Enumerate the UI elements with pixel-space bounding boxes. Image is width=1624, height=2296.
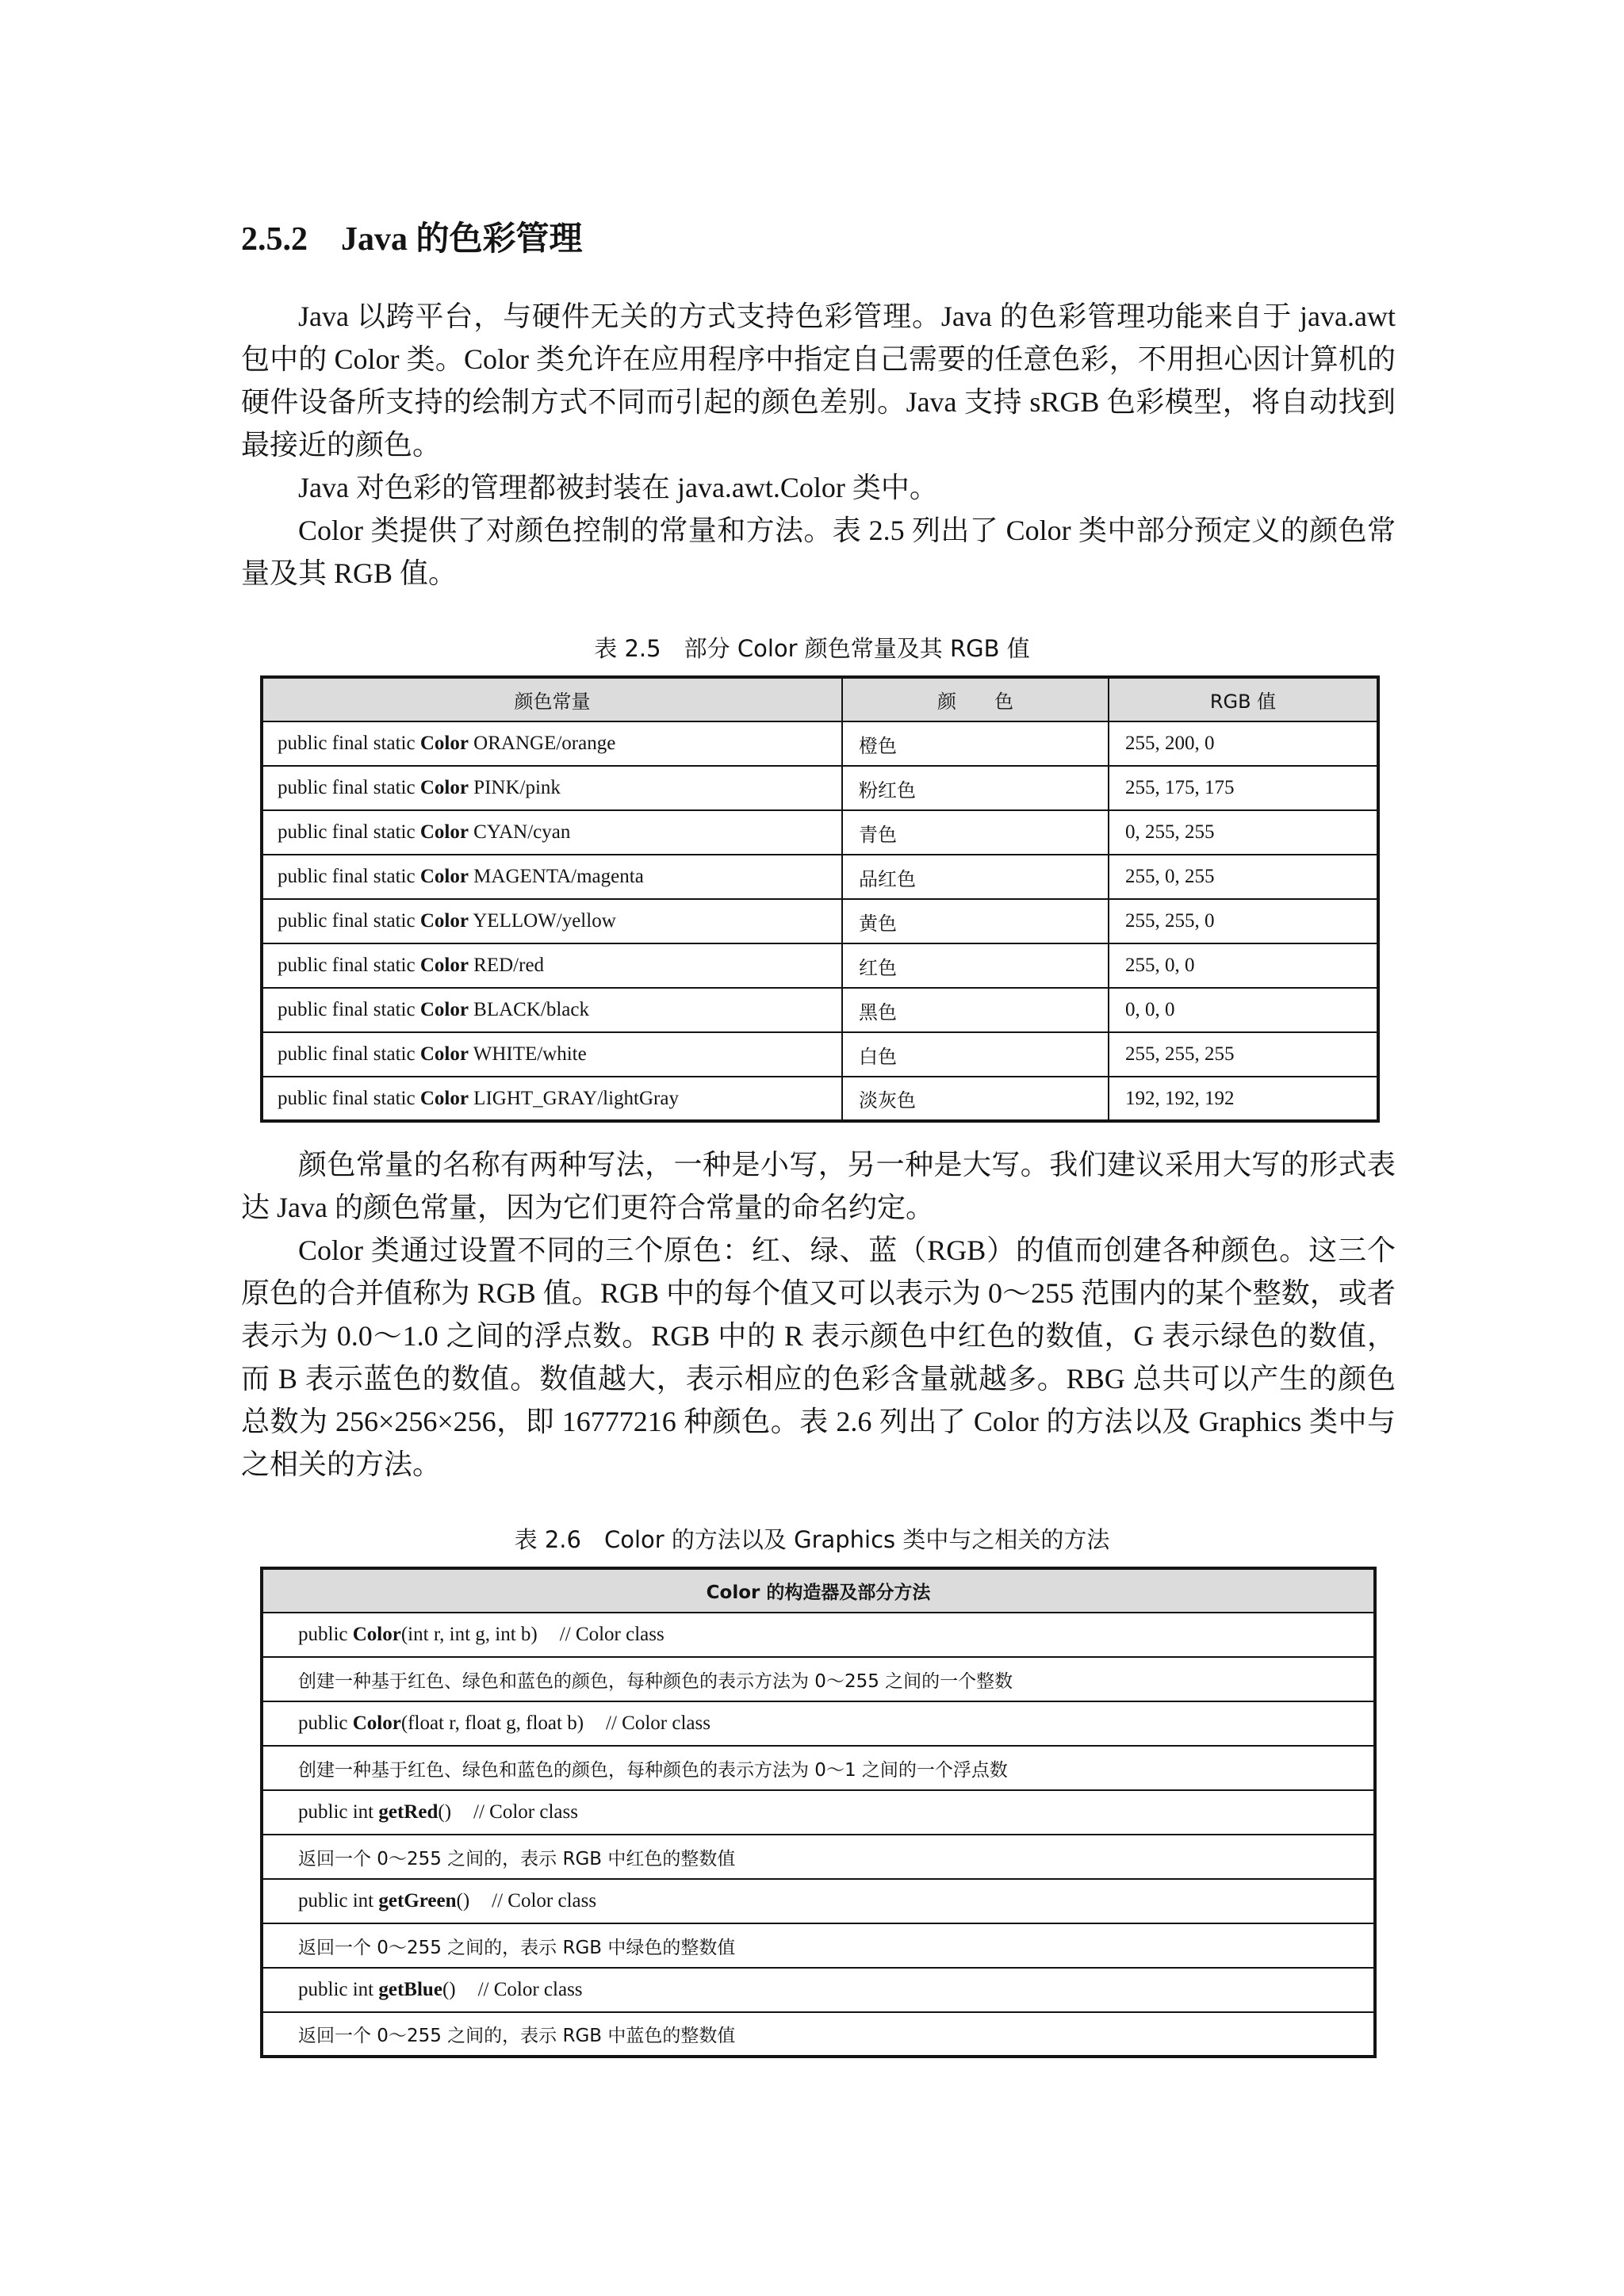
table2-caption: 表 2.6 Color 的方法以及 Graphics 类中与之相关的方法 xyxy=(514,1526,1110,1553)
constant-name: CYAN/cyan xyxy=(468,821,571,843)
constant-type: Color xyxy=(419,821,469,843)
paragraph-rgb: Color 类通过设置不同的三个原色：红、绿、蓝（RGB）的值而创建各种颜色。这三个原色的合并值称为 RGB 值。RGB 中的每个值又可以表示为 0～255 范围内的某个整数，或者表示为 0.0～1.0 之间的浮点数。RGB 中的 R 表示颜色中红色的数值，G 表示绿色的数值，而 B 表示蓝色的数值。数值越大，表示相应的色彩含量就越多。RBG 总共可以产生的颜色总数为 256×256×256，即 16777216 种颜色。表 2.6 列出了 Color 的方法以及 Graphics 类中与之相关的方法。 xyxy=(241,1234,1396,1480)
header-constant: 颜色常量 xyxy=(262,677,842,721)
method-params: () xyxy=(438,1801,452,1823)
method-description-cell: 返回一个 0～255 之间的，表示 RGB 中红色的整数值 xyxy=(262,1835,1375,1879)
method-name: getGreen xyxy=(378,1890,457,1911)
table1-body xyxy=(262,721,1378,1121)
method-comment: // Color class xyxy=(477,1979,583,2000)
method-comment: // Color class xyxy=(492,1890,597,1911)
method-description-cell: 创建一种基于红色、绿色和蓝色的颜色，每种颜色的表示方法为 0～1 之间的一个浮点数 xyxy=(262,1746,1375,1790)
constant-type: Color xyxy=(419,955,469,976)
method-description-cell: 返回一个 0～255 之间的，表示 RGB 中绿色的整数值 xyxy=(262,1923,1375,1968)
method-params: () xyxy=(456,1890,470,1911)
constant-name: BLACK/black xyxy=(468,999,589,1020)
color-name-cell: 红色 xyxy=(842,943,1109,988)
method-comment: // Color class xyxy=(559,1624,665,1645)
constant-prefix: public final static xyxy=(278,955,420,976)
method-name: getBlue xyxy=(378,1979,442,2000)
constant-cell xyxy=(262,988,842,1032)
constant-prefix: public final static xyxy=(278,999,420,1020)
color-name-cell: 黑色 xyxy=(842,988,1109,1032)
method-signature-row xyxy=(262,1879,1375,1923)
constant-prefix: public final static xyxy=(278,910,420,932)
constant-type: Color xyxy=(419,999,469,1020)
color-name-cell: 粉红色 xyxy=(842,766,1109,810)
table-row xyxy=(262,810,1378,855)
constant-cell xyxy=(262,1077,842,1121)
rgb-value-cell: 255, 175, 175 xyxy=(1109,766,1378,810)
method-description-row xyxy=(262,1923,1375,1968)
table-row xyxy=(262,899,1378,943)
constant-type: Color xyxy=(419,777,469,798)
rgb-value-cell: 255, 200, 0 xyxy=(1109,721,1378,766)
table-row xyxy=(262,721,1378,766)
constant-name: LIGHT_GRAY/lightGray xyxy=(468,1087,679,1109)
color-name-cell: 黄色 xyxy=(842,899,1109,943)
constant-prefix: public final static xyxy=(278,866,420,887)
method-comment: // Color class xyxy=(606,1712,710,1734)
method-signature-cell xyxy=(262,1879,1375,1923)
constant-prefix: public final static xyxy=(278,733,420,754)
method-prefix: public int xyxy=(298,1890,379,1911)
rgb-value-cell: 255, 255, 255 xyxy=(1109,1032,1378,1077)
method-name: Color xyxy=(352,1624,401,1645)
table-row xyxy=(262,943,1378,988)
method-signature-cell xyxy=(262,1790,1375,1835)
constant-prefix: public final static xyxy=(278,821,420,843)
header-methods: Color 的构造器及部分方法 xyxy=(262,1568,1375,1613)
color-name-cell: 橙色 xyxy=(842,721,1109,766)
constant-cell xyxy=(262,855,842,899)
method-description-cell: 返回一个 0～255 之间的，表示 RGB 中蓝色的整数值 xyxy=(262,2012,1375,2057)
table1-header-row xyxy=(262,677,1378,721)
constant-cell xyxy=(262,943,842,988)
color-constants-table xyxy=(260,675,1380,1123)
rgb-value-cell: 255, 255, 0 xyxy=(1109,899,1378,943)
constant-name: RED/red xyxy=(468,955,545,976)
constant-prefix: public final static xyxy=(278,1043,420,1065)
color-name-cell: 白色 xyxy=(842,1032,1109,1077)
constant-name: MAGENTA/magenta xyxy=(468,866,644,887)
method-description-row xyxy=(262,1657,1375,1701)
table-row xyxy=(262,855,1378,899)
color-name-cell: 品红色 xyxy=(842,855,1109,899)
constant-name: WHITE/white xyxy=(468,1043,587,1065)
method-signature-row xyxy=(262,1613,1375,1657)
constant-type: Color xyxy=(419,910,469,932)
constant-cell xyxy=(262,810,842,855)
method-description-row xyxy=(262,2012,1375,2057)
method-comment: // Color class xyxy=(473,1801,578,1823)
method-signature-cell xyxy=(262,1701,1375,1746)
paragraph-intro: Java 以跨平台，与硬件无关的方式支持色彩管理。Java 的色彩管理功能来自于 java.awt 包中的 Color 类。Color 类允许在应用程序中指定自己需要的任意色彩，不用担心因计算机的硬件设备所支持的绘制方式不同而引起的颜色差别。Java 支持 sRGB 色彩模型，将自动找到最接近的颜色。 xyxy=(241,300,1396,461)
rgb-value-cell: 0, 0, 0 xyxy=(1109,988,1378,1032)
method-signature-row xyxy=(262,1968,1375,2012)
paragraph-naming: 颜色常量的名称有两种写法，一种是小写，另一种是大写。我们建议采用大写的形式表达 Java 的颜色常量，因为它们更符合常量的命名约定。 xyxy=(241,1149,1396,1223)
constant-name: YELLOW/yellow xyxy=(468,910,616,932)
section-heading xyxy=(241,216,583,263)
method-signature-row xyxy=(262,1701,1375,1746)
table-row xyxy=(262,1032,1378,1077)
constant-name: PINK/pink xyxy=(468,777,561,798)
header-color: 颜 色 xyxy=(842,677,1109,721)
paragraph-constants-intro: Color 类提供了对颜色控制的常量和方法。表 2.5 列出了 Color 类中部分预定义的颜色常量及其 RGB 值。 xyxy=(241,515,1396,589)
method-name: Color xyxy=(352,1712,401,1734)
constant-prefix: public final static xyxy=(278,777,420,798)
paragraph-encapsulation: Java 对色彩的管理都被封装在 java.awt.Color 类中。 xyxy=(298,472,938,503)
color-methods-table xyxy=(260,1567,1377,2058)
method-prefix: public xyxy=(298,1712,353,1734)
method-name: getRed xyxy=(378,1801,439,1823)
method-signature-row xyxy=(262,1790,1375,1835)
method-prefix: public int xyxy=(298,1801,379,1823)
table-row xyxy=(262,766,1378,810)
constant-type: Color xyxy=(419,733,469,754)
constant-cell xyxy=(262,899,842,943)
rgb-value-cell: 192, 192, 192 xyxy=(1109,1077,1378,1121)
method-description-row xyxy=(262,1835,1375,1879)
constant-name: ORANGE/orange xyxy=(468,733,616,754)
constant-type: Color xyxy=(419,866,469,887)
header-rgb: RGB 值 xyxy=(1109,677,1378,721)
method-params: (int r, int g, int b) xyxy=(400,1624,538,1645)
rgb-value-cell: 0, 255, 255 xyxy=(1109,810,1378,855)
table-row xyxy=(262,988,1378,1032)
method-prefix: public int xyxy=(298,1979,379,2000)
method-signature-cell xyxy=(262,1613,1375,1657)
constant-type: Color xyxy=(419,1087,469,1109)
section-number: 2.5.2 xyxy=(241,221,308,258)
rgb-value-cell: 255, 0, 0 xyxy=(1109,943,1378,988)
color-name-cell: 淡灰色 xyxy=(842,1077,1109,1121)
section-title: Java 的色彩管理 xyxy=(341,221,583,258)
table2-body xyxy=(262,1613,1375,2057)
table-row xyxy=(262,1077,1378,1121)
color-name-cell: 青色 xyxy=(842,810,1109,855)
constant-cell xyxy=(262,766,842,810)
constant-type: Color xyxy=(419,1043,469,1065)
method-params: (float r, float g, float b) xyxy=(400,1712,584,1734)
rgb-value-cell: 255, 0, 255 xyxy=(1109,855,1378,899)
constant-cell xyxy=(262,721,842,766)
method-description-cell: 创建一种基于红色、绿色和蓝色的颜色，每种颜色的表示方法为 0～255 之间的一个整数 xyxy=(262,1657,1375,1701)
method-params: () xyxy=(442,1979,456,2000)
method-prefix: public xyxy=(298,1624,353,1645)
constant-cell xyxy=(262,1032,842,1077)
method-description-row xyxy=(262,1746,1375,1790)
method-signature-cell xyxy=(262,1968,1375,2012)
constant-prefix: public final static xyxy=(278,1087,420,1109)
table1-caption: 表 2.5 部分 Color 颜色常量及其 RGB 值 xyxy=(594,635,1030,662)
table2-header-row xyxy=(262,1568,1375,1613)
